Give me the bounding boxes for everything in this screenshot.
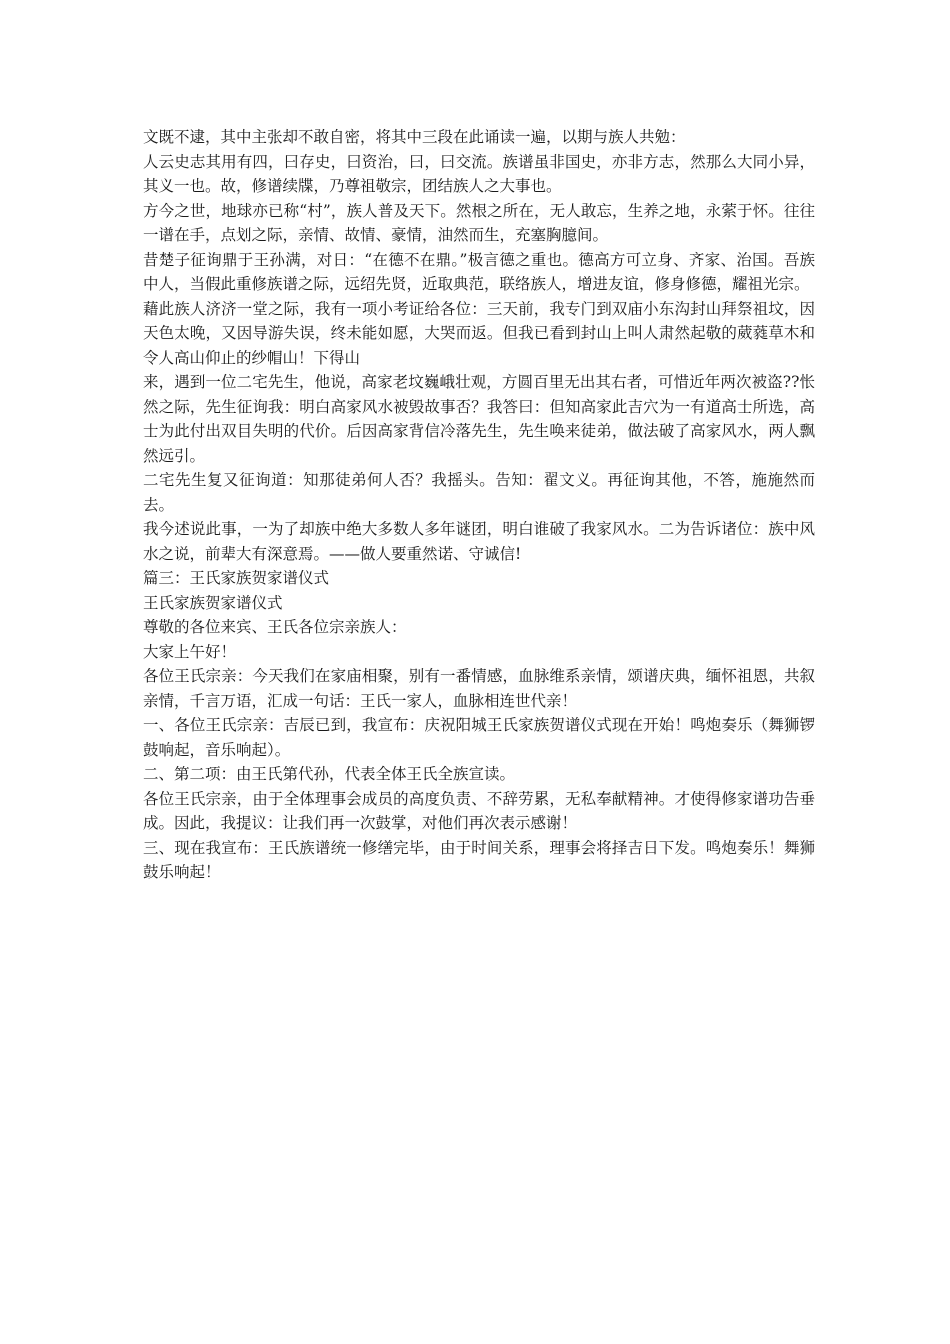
ceremony-step-three: 三、现在我宣布：王氏族谱统一修缮完毕，由于时间关系，理事会将择吉日下发。鸣炮奏乐！舞狮鼓乐响起！ [143,838,815,881]
greeting-salutation: 尊敬的各位来宾、王氏各位宗亲族人： [143,618,407,636]
paragraph-virtue: 昔楚子征询鼎于王孙满，对日：“在德不在鼎。”极言德之重也。德高方可立身、齐家、治国。吾族中人，当假此重修族谱之际，远绍先贤，近取典范，联络族人，增进友谊，修身修德，耀祖光宗。 [143,250,815,293]
ceremony-step-two: 二、第二项：由王氏第代孙，代表全体王氏全族宣读。 [143,765,516,783]
greeting-morning: 大家上午好！ [143,642,237,661]
paragraph-ancestral-visit: 藉此族人济济一堂之际，我有一项小考证给各位：三天前，我专门到双庙小东沟封山拜祭祖坟，因天色太晚，又因导游失误，终未能如愿，大哭而返。但我已看到封山上叫人肃然起敬的葳蕤草木和令人高山仰止的纱帽山！下得山 [143,299,815,367]
paragraph-disciple: 二宅先生复又征询道：知那徒弟何人否？我摇头。告知：翟文义。再征询其他，不答，施施然而去。 [143,471,815,514]
paragraph-history-uses: 人云史志其用有四，曰存史，曰资治，曰，曰交流。族谱虽非国史，亦非方志，然那么大同小异，其义一也。故，修谱续牒，乃尊祖敬宗，团结族人之大事也。 [143,152,815,195]
paragraph-gathering: 各位王氏宗亲：今天我们在家庙相聚，别有一番情感，血脉维系亲情，颂谱庆典，缅怀祖恩，共叙亲情，千言万语，汇成一句话：王氏一家人，血脉相连世代亲！ [143,667,815,710]
document-body [143,125,815,885]
paragraph-global-village: 方今之世，地球亦已称“村”，族人普及天下。然根之所在，无人敢忘，生养之地，永萦于怀。往往一谱在手，点划之际，亲情、故情、豪情，油然而生，充塞胸臆间。 [143,201,815,244]
paragraph-thanks: 各位王氏宗亲，由于全体理事会成员的高度负责、不辞劳累，无私奉献精神。才使得修家谱功告垂成。因此，我提议：让我们再一次鼓掌，对他们再次表示感谢！ [143,789,815,832]
paragraph-intro: 文既不逮，其中主张却不敢自密，将其中三段在此诵读一遍，以期与族人共勉： [143,128,686,146]
section-heading: 篇三：王氏家族贺家谱仪式 [143,569,330,587]
paragraph-feng-shui-story: 来，遇到一位二宅先生，他说，高家老坟巍峨壮观，方圆百里无出其右者，可惜近年两次被盗??怅然之际，先生征询我：明白高家风水被毁故事否？我答曰：但知高家此吉穴为一有道高士所选，高士为此付出双目失明的代价。后因高家背信冷落先生，先生唤来徒弟，做法破了高家风水，两人飘然远引。 [143,373,815,465]
paragraph-conclusion: 我今述说此事，一为了却族中绝大多数人多年谜团，明白谁破了我家风水。二为告诉诸位：族中风水之说，前辈大有深意焉。——做人要重然诺、守诚信! [143,520,815,563]
ceremony-step-one: 一、各位王氏宗亲：吉辰已到，我宣布：庆祝阳城王氏家族贺谱仪式现在开始！鸣炮奏乐（舞狮锣鼓响起，音乐响起）。 [143,716,815,759]
ceremony-title: 王氏家族贺家谱仪式 [143,593,283,612]
